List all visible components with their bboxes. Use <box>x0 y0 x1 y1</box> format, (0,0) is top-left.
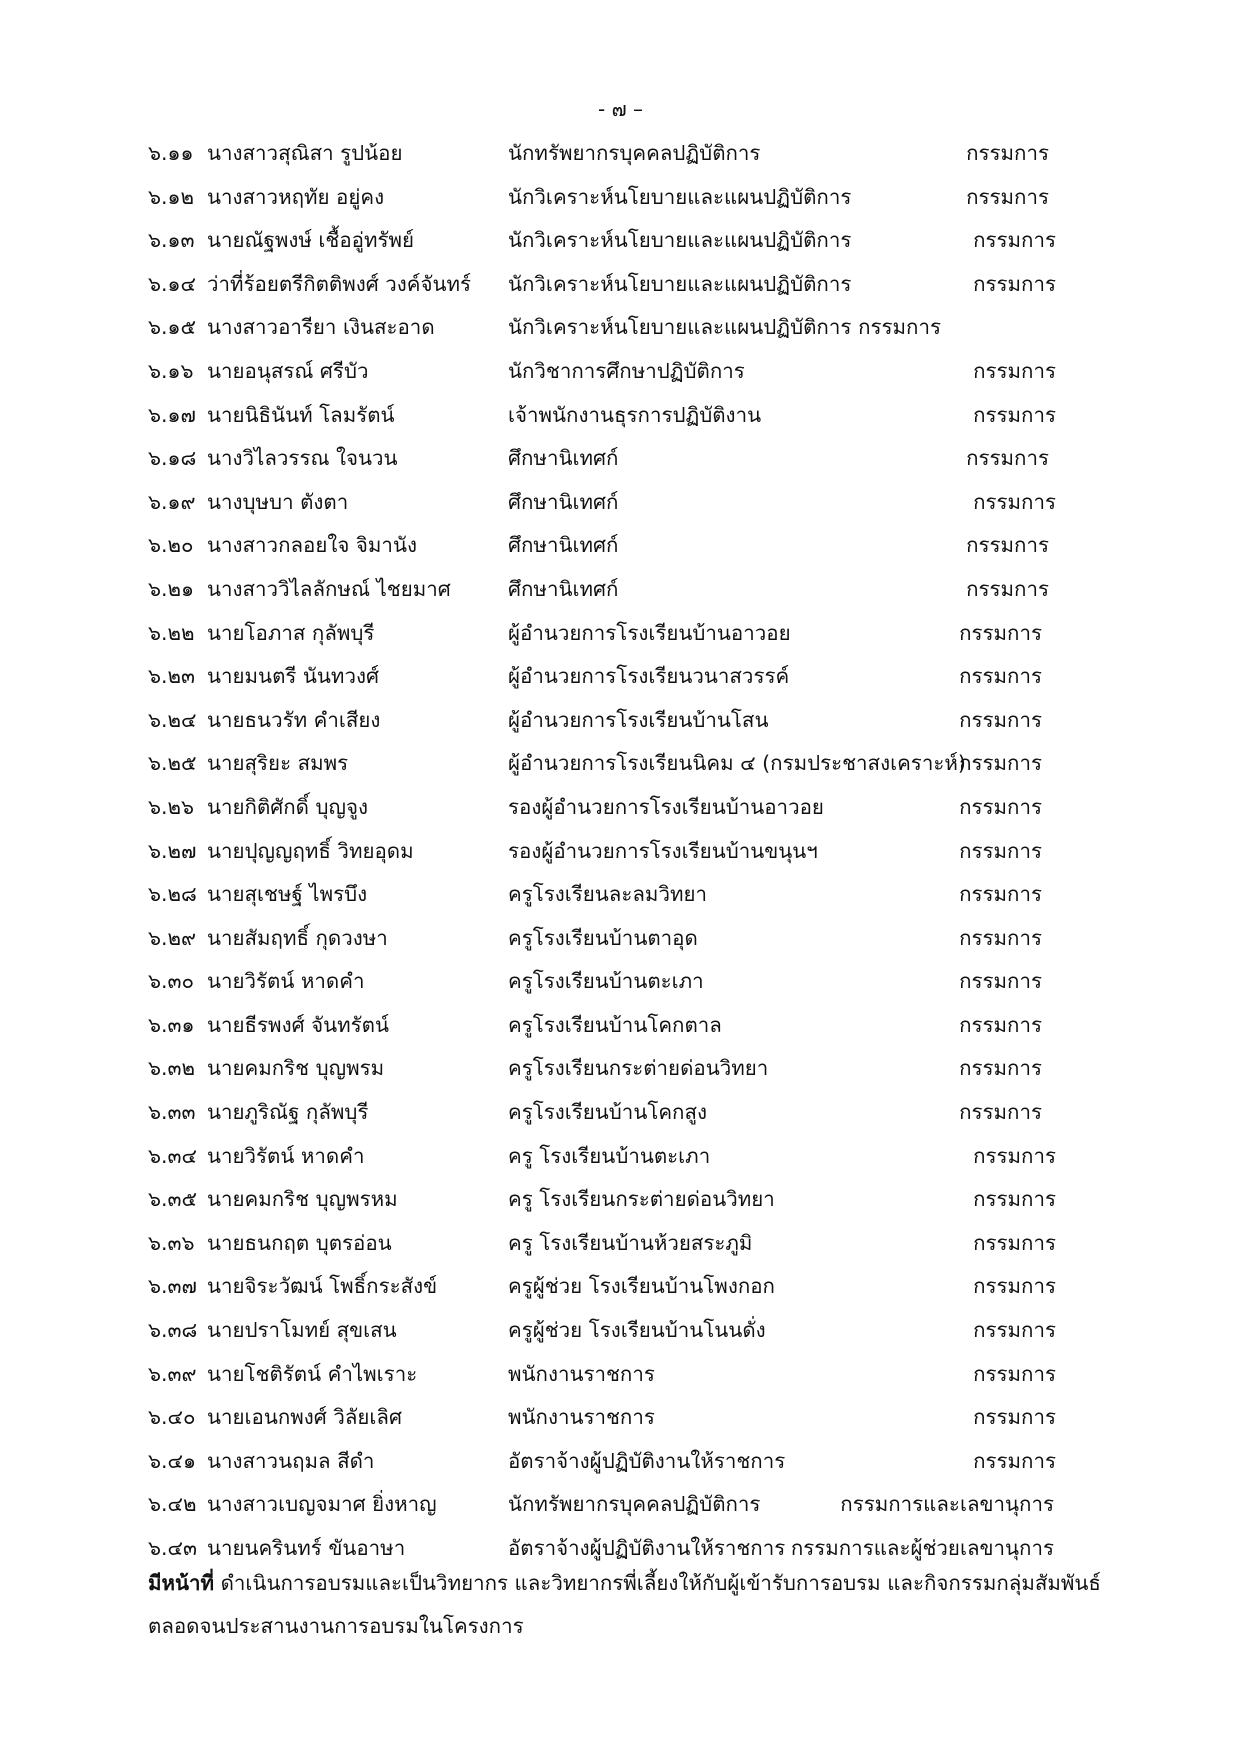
member-name: นางสาวอารียา เงินสะอาด <box>207 315 435 340</box>
member-name: นายนิธินันท์ โลมรัตน์ <box>207 402 395 427</box>
member-number: ๖.๑๗ <box>148 402 196 427</box>
member-name: นายปราโมทย์ สุขเสน <box>207 1318 397 1343</box>
member-position: ครูโรงเรียนบ้านตาอุด <box>508 925 698 950</box>
duty-label: มีหน้าที่ <box>148 1571 215 1595</box>
duty-line-2: ตลอดจนประสานงานการอบรมในโครงการ <box>148 1614 524 1638</box>
member-role: กรรมการ <box>973 1318 1056 1343</box>
duty-paragraph <box>148 1568 1148 1654</box>
member-name: นางสาวสุณิสา รูปน้อย <box>207 141 403 165</box>
member-position: พนักงานราชการ <box>508 1361 655 1386</box>
member-role: กรรมการ <box>973 271 1056 296</box>
table-row <box>0 1354 1241 1398</box>
table-row <box>0 1179 1241 1223</box>
table-row <box>0 395 1241 439</box>
table-row <box>0 1310 1241 1354</box>
member-name: นายปุญญฤทธิ์ วิทยอุดม <box>207 838 414 863</box>
member-name: นายอนุสรณ์ ศรีบัว <box>207 358 369 383</box>
member-role: กรรมการ <box>959 707 1042 732</box>
member-position: นักทรัพยากรบุคคลปฏิบัติการ <box>508 1492 761 1517</box>
member-role: กรรมการ <box>959 882 1042 907</box>
member-number: ๖.๒๐ <box>148 533 194 558</box>
member-name: นายสุเชษฐ์ ไพรบึง <box>207 882 368 907</box>
member-role: กรรมการ <box>973 1448 1056 1473</box>
member-name: นายโอภาส กุลัพบุรี <box>207 620 375 645</box>
member-number: ๖.๒๓ <box>148 664 196 689</box>
member-number: ๖.๑๕ <box>148 315 197 340</box>
member-position: ศึกษานิเทศก์ <box>508 489 619 514</box>
member-position: ศึกษานิเทศก์ <box>508 446 619 471</box>
member-role: กรรมการ <box>959 838 1042 863</box>
member-role: กรรมการและเลขานุการ <box>840 1492 1054 1517</box>
member-number: ๖.๓๔ <box>148 1143 198 1168</box>
member-role: กรรมการ <box>959 751 1042 776</box>
member-position: นักวิเคราะห์นโยบายและแผนปฏิบัติการ <box>508 228 852 253</box>
member-name: นายมนตรี นันทวงศ์ <box>207 664 379 689</box>
member-role: กรรมการ <box>959 925 1042 950</box>
table-row <box>0 961 1241 1005</box>
member-number: ๖.๒๔ <box>148 707 197 732</box>
member-number: ๖.๒๒ <box>148 620 195 645</box>
table-row <box>0 743 1241 787</box>
table-row <box>0 831 1241 875</box>
table-row <box>0 307 1241 351</box>
member-number: ๖.๑๑ <box>148 141 194 165</box>
table-row <box>0 1266 1241 1310</box>
member-number: ๖.๔๒ <box>148 1492 197 1517</box>
member-role: กรรมการ <box>973 1143 1056 1168</box>
table-row <box>0 1136 1241 1180</box>
member-position: ผู้อำนวยการโรงเรียนวนาสวรรค์ <box>508 664 790 689</box>
member-position: อัตราจ้างผู้ปฏิบัติงานให้ราชการ <box>508 1448 786 1473</box>
member-number: ๖.๓๗ <box>148 1274 197 1299</box>
member-role: กรรมการ <box>966 184 1049 209</box>
member-role: กรรมการ <box>973 1187 1056 1212</box>
member-name: นายธนวรัท คำเสียง <box>207 707 381 732</box>
member-name: นายภูริณัฐ กุลัพบุรี <box>207 1100 369 1125</box>
member-number: ๖.๑๖ <box>148 358 194 383</box>
member-role: กรรมการ <box>973 358 1056 383</box>
member-number: ๖.๒๑ <box>148 576 195 601</box>
member-name: นายกิติศักดิ์ บุญจูง <box>207 794 369 819</box>
member-number: ๖.๓๓ <box>148 1100 196 1125</box>
member-position: รองผู้อำนวยการโรงเรียนบ้านขนุนฯ <box>508 838 818 863</box>
member-number: ๖.๔๑ <box>148 1448 197 1473</box>
table-row <box>0 482 1241 526</box>
table-row <box>0 1528 1241 1572</box>
table-row <box>0 220 1241 264</box>
table-row <box>0 569 1241 613</box>
member-name: นายเอนกพงศ์ วิลัยเลิศ <box>207 1405 403 1430</box>
table-row <box>0 133 1241 177</box>
member-role: กรรมการ <box>959 794 1042 819</box>
member-role: กรรมการ <box>973 1361 1056 1386</box>
member-position: ครูผู้ช่วย โรงเรียนบ้านโพงกอก <box>508 1274 775 1299</box>
member-position: ครูโรงเรียนบ้านตะเภา <box>508 969 704 994</box>
member-position: ครูโรงเรียนบ้านโคกสูง <box>508 1100 707 1125</box>
member-role: กรรมการ <box>966 141 1049 165</box>
table-row <box>0 874 1241 918</box>
table-row <box>0 1441 1241 1485</box>
member-role: กรรมการ <box>959 1012 1042 1037</box>
member-position: นักทรัพยากรบุคคลปฏิบัติการ <box>508 141 761 165</box>
member-role: กรรมการและผู้ช่วยเลขานุการ <box>790 1536 1054 1560</box>
member-name: นายธนกฤต บุตรอ่อน <box>207 1230 392 1255</box>
member-name: ว่าที่ร้อยตรีกิตติพงศ์ วงค์จันทร์ <box>207 271 472 296</box>
member-name: นายวิรัตน์ หาดคำ <box>207 1143 365 1168</box>
committee-member-list <box>0 133 1241 1572</box>
member-number: ๖.๒๖ <box>148 794 195 819</box>
table-row <box>0 351 1241 395</box>
member-role: กรรมการ <box>966 446 1049 471</box>
table-row <box>0 613 1241 657</box>
member-position: นักวิเคราะห์นโยบายและแผนปฏิบัติการ <box>508 271 852 296</box>
member-name: นางบุษบา ตังตา <box>207 489 349 514</box>
table-row <box>0 525 1241 569</box>
member-position: ครูโรงเรียนละลมวิทยา <box>508 882 707 907</box>
member-position: ครู โรงเรียนกระต่ายด่อนวิทยา <box>508 1187 775 1212</box>
table-row <box>0 1397 1241 1441</box>
member-position: ครู โรงเรียนบ้านห้วยสระภูมิ <box>508 1230 753 1255</box>
member-position: ครูโรงเรียนกระต่ายด่อนวิทยา <box>508 1056 769 1081</box>
member-role: กรรมการ <box>959 969 1042 994</box>
member-number: ๖.๑๒ <box>148 184 195 209</box>
table-row <box>0 177 1241 221</box>
member-position: ครูโรงเรียนบ้านโคกตาล <box>508 1012 722 1037</box>
member-number: ๖.๓๕ <box>148 1187 198 1212</box>
member-role: กรรมการ <box>973 402 1056 427</box>
table-row <box>0 1005 1241 1049</box>
member-position: ผู้อำนวยการโรงเรียนบ้านอาวอย <box>508 620 791 645</box>
member-role: กรรมการ <box>858 315 941 340</box>
member-role: กรรมการ <box>966 576 1049 601</box>
member-role: กรรมการ <box>959 1100 1042 1125</box>
duty-text-1: ดำเนินการอบรมและเป็นวิทยากร และวิทยากรพี่เลี้ยงให้กับผู้เข้ารับการอบรม และกิจกรรมกลุ่มสัมพันธ์ <box>214 1571 1101 1595</box>
member-role: กรรมการ <box>959 620 1042 645</box>
member-position: ครูผู้ช่วย โรงเรียนบ้านโนนดั่ง <box>508 1318 766 1343</box>
member-role: กรรมการ <box>959 1056 1042 1081</box>
member-position: อัตราจ้างผู้ปฏิบัติงานให้ราชการ <box>508 1536 786 1560</box>
member-number: ๖.๒๕ <box>148 751 197 776</box>
member-number: ๖.๒๗ <box>148 838 197 863</box>
member-role: กรรมการ <box>973 489 1056 514</box>
member-position: ศึกษานิเทศก์ <box>508 533 619 558</box>
member-number: ๖.๓๐ <box>148 969 195 994</box>
member-name: นางวิไลวรรณ ใจนวน <box>207 446 398 471</box>
member-position: นักวิชาการศึกษาปฏิบัติการ <box>508 358 745 383</box>
member-name: นายสุริยะ สมพร <box>207 751 349 776</box>
member-name: นางสาวหฤทัย อยู่คง <box>207 184 385 209</box>
member-name: นายวิรัตน์ หาดคำ <box>207 969 365 994</box>
member-name: นายคมกริช บุญพรหม <box>207 1187 398 1212</box>
member-position: ผู้อำนวยการโรงเรียนนิคม ๔ (กรมประชาสงเคราะห์) <box>508 751 966 776</box>
member-position: พนักงานราชการ <box>508 1405 655 1430</box>
member-number: ๖.๓๘ <box>148 1318 198 1343</box>
member-name: นายณัฐพงษ์ เชื้ออู่ทรัพย์ <box>207 228 415 253</box>
member-position: นักวิเคราะห์นโยบายและแผนปฏิบัติการ <box>508 315 852 340</box>
member-number: ๖.๑๘ <box>148 446 197 471</box>
member-role: กรรมการ <box>959 664 1042 689</box>
table-row <box>0 264 1241 308</box>
duty-line-1 <box>148 1568 1148 1611</box>
member-role: กรรมการ <box>973 1405 1056 1430</box>
table-row <box>0 1484 1241 1528</box>
table-row <box>0 787 1241 831</box>
table-row <box>0 1223 1241 1267</box>
table-row <box>0 1048 1241 1092</box>
member-number: ๖.๓๑ <box>148 1012 195 1037</box>
member-role: กรรมการ <box>966 533 1049 558</box>
member-position: เจ้าพนักงานธุรการปฏิบัติงาน <box>508 402 762 427</box>
member-role: กรรมการ <box>973 1274 1056 1299</box>
member-role: กรรมการ <box>973 1230 1056 1255</box>
member-number: ๖.๒๙ <box>148 925 197 950</box>
member-number: ๖.๔๓ <box>148 1536 198 1560</box>
member-number: ๖.๑๙ <box>148 489 196 514</box>
member-number: ๖.๑๓ <box>148 228 195 253</box>
member-name: นางสาวกลอยใจ จิมานัง <box>207 533 417 558</box>
table-row <box>0 438 1241 482</box>
member-number: ๖.๒๘ <box>148 882 197 907</box>
member-number: ๖.๓๖ <box>148 1230 195 1255</box>
member-name: นายสัมฤทธิ์ กุดวงษา <box>207 925 388 950</box>
member-name: นายจิระวัฒน์ โพธิ์กระสังข์ <box>207 1274 438 1299</box>
member-name: นางสาวนฤมล สีดำ <box>207 1448 375 1473</box>
member-position: ศึกษานิเทศก์ <box>508 576 619 601</box>
member-name: นางสาวเบญจมาศ ยิ่งหาญ <box>207 1492 437 1517</box>
member-name: นายโชติรัตน์ คำไพเราะ <box>207 1361 418 1386</box>
member-position: นักวิเคราะห์นโยบายและแผนปฏิบัติการ <box>508 184 852 209</box>
member-name: นายนครินทร์ ขันอาษา <box>207 1536 406 1560</box>
member-name: นายธีรพงศ์ จันทรัตน์ <box>207 1012 389 1037</box>
member-position: รองผู้อำนวยการโรงเรียนบ้านอาวอย <box>508 794 824 819</box>
member-position: ครู โรงเรียนบ้านตะเภา <box>508 1143 711 1168</box>
table-row <box>0 1092 1241 1136</box>
member-number: ๖.๔๐ <box>148 1405 196 1430</box>
member-name: นางสาววิไลลักษณ์ ไชยมาศ <box>207 576 451 601</box>
table-row <box>0 918 1241 962</box>
member-number: ๖.๓๒ <box>148 1056 196 1081</box>
member-number: ๖.๓๙ <box>148 1361 197 1386</box>
member-role: กรรมการ <box>973 228 1056 253</box>
table-row <box>0 656 1241 700</box>
page-number: - ๗ – <box>598 97 643 121</box>
member-name: นายคมกริช บุญพรม <box>207 1056 385 1081</box>
table-row <box>0 700 1241 744</box>
member-position: ผู้อำนวยการโรงเรียนบ้านโสน <box>508 707 769 732</box>
member-number: ๖.๑๔ <box>148 271 197 296</box>
